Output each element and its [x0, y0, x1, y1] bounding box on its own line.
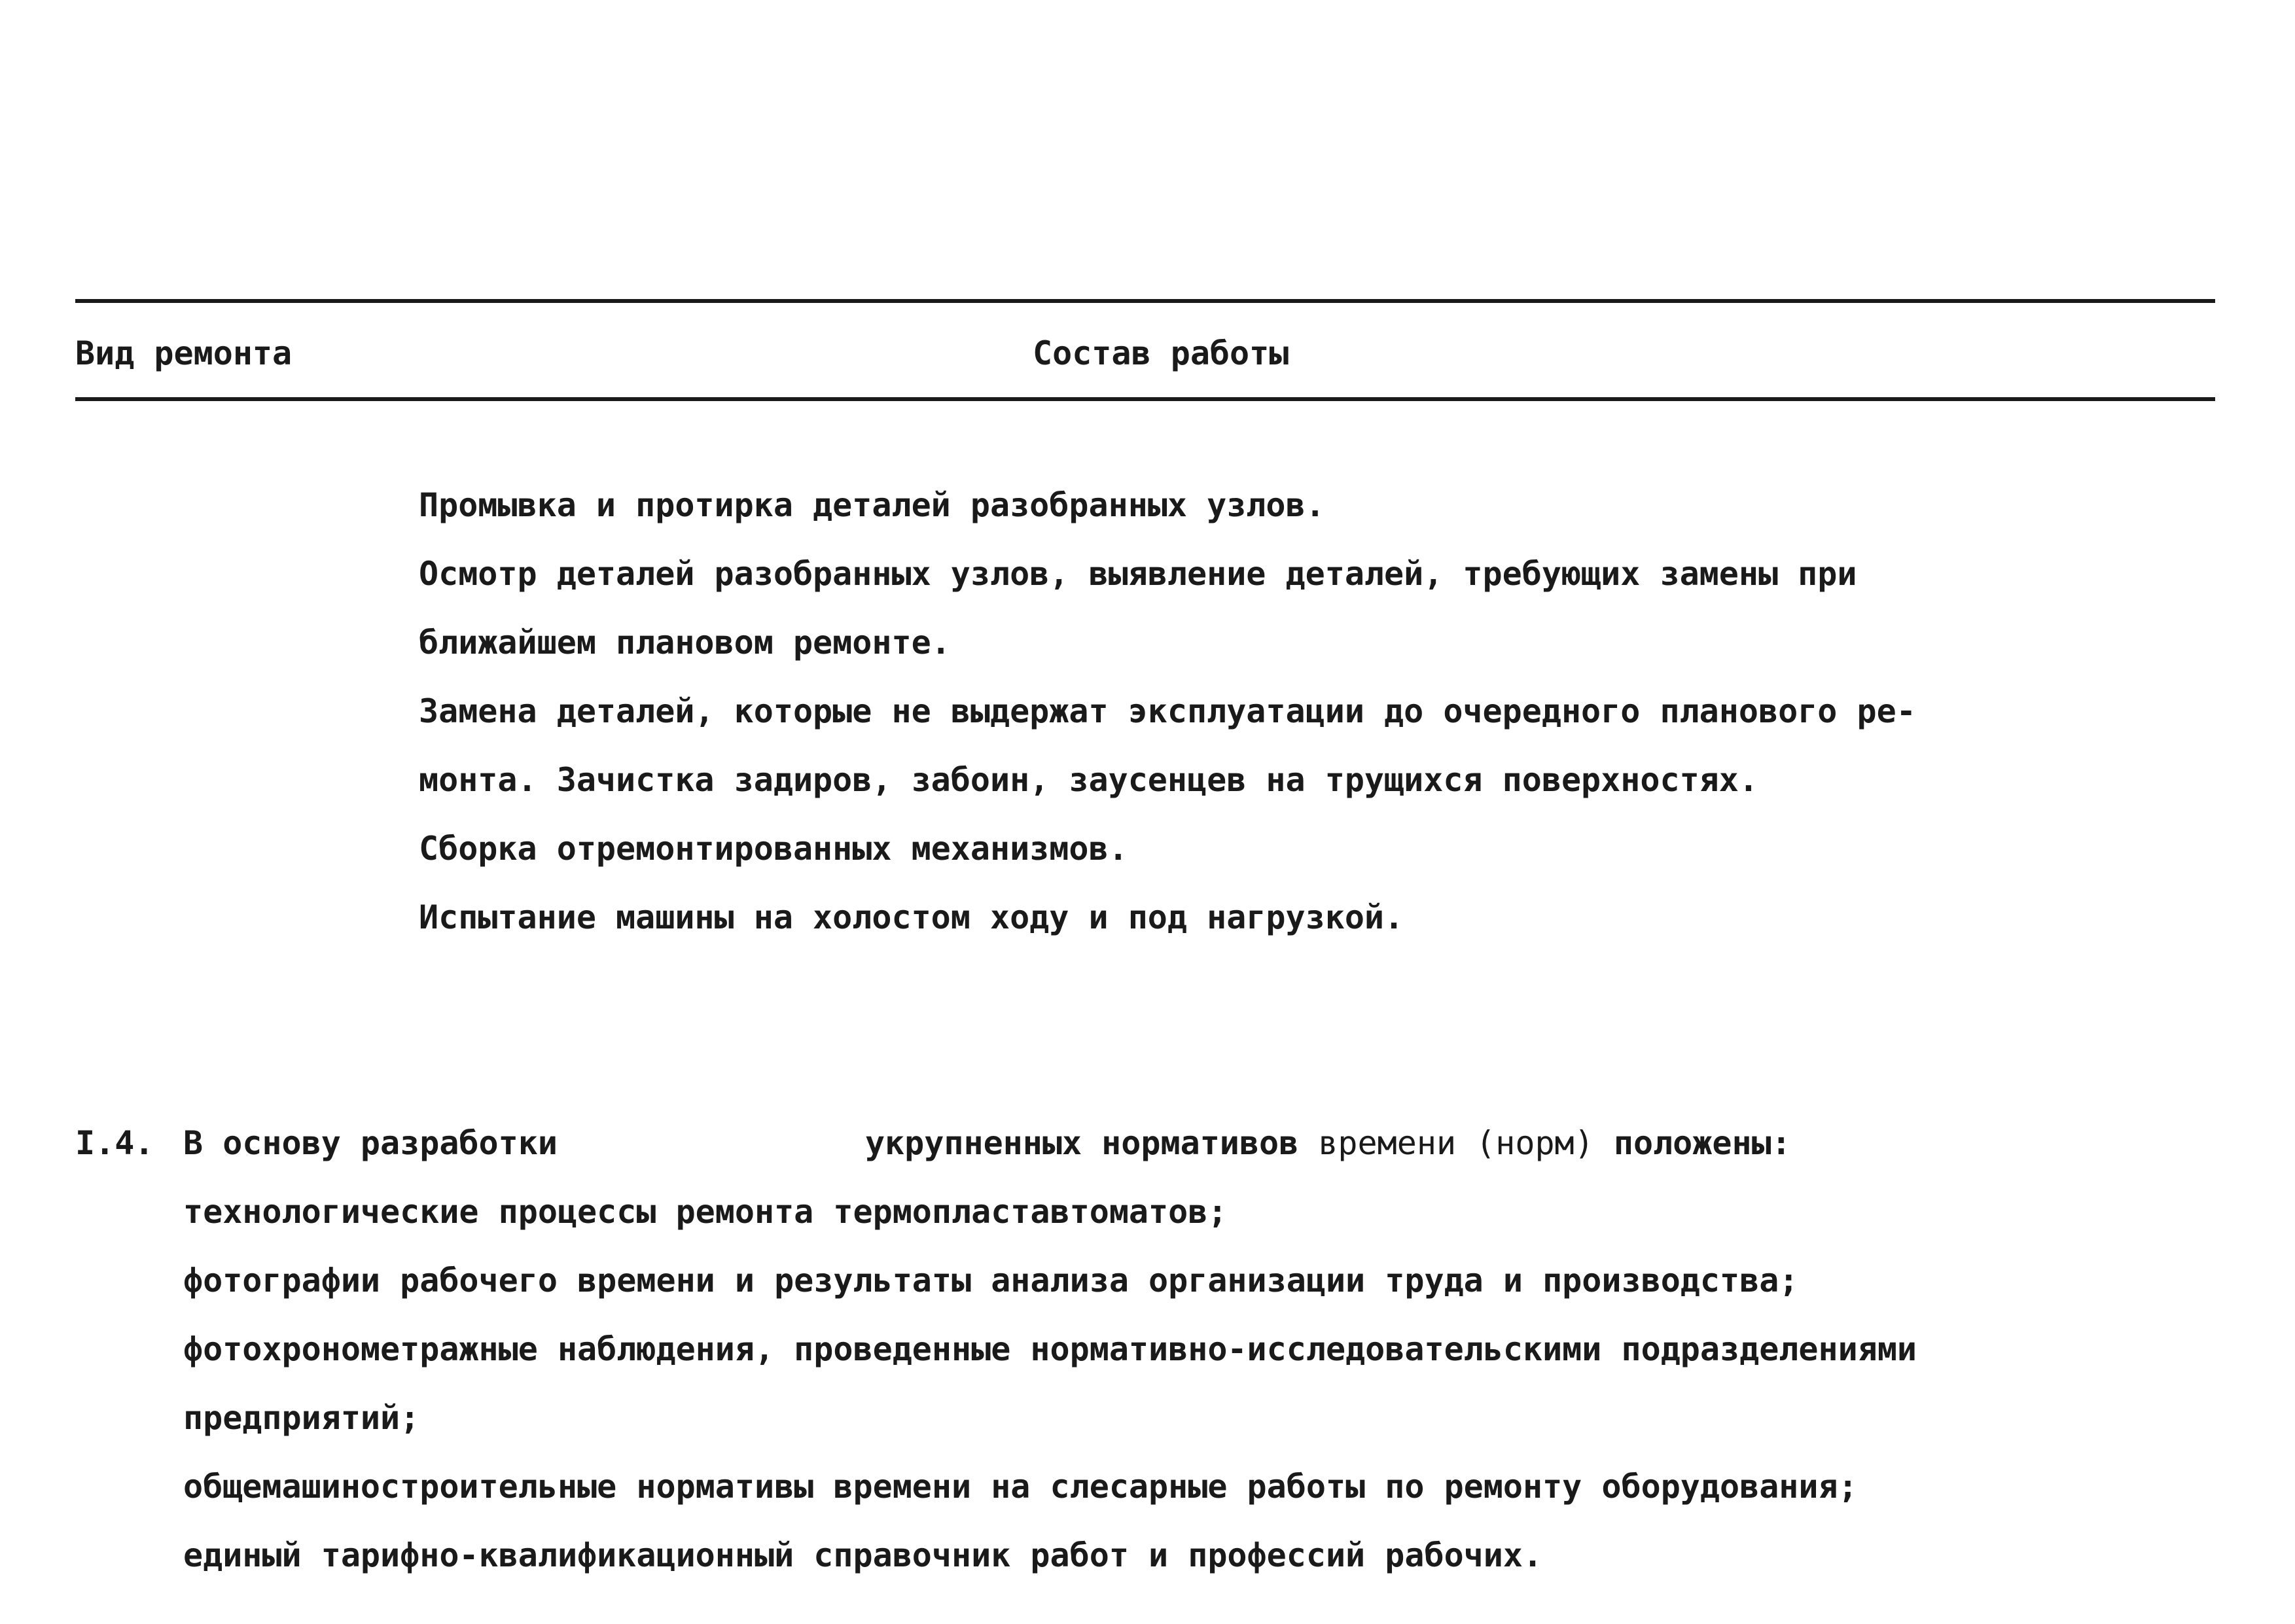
repair-step: Сборка отремонтированных механизмов.: [419, 830, 1128, 868]
section-title-part4: положены:: [1613, 1124, 1791, 1162]
repair-step: монта. Зачистка задиров, забоин, заусенцев на трущихся поверхностях.: [419, 761, 1758, 799]
section-title-part1: В основу разработки: [183, 1124, 558, 1162]
repair-step: Замена деталей, которые не выдержат эксплуатации до очередного планового ре-: [419, 692, 1916, 730]
section-heading: [75, 1109, 2169, 1178]
section-item: фотографии рабочего времени и результаты анализа организации труда и производства;: [183, 1262, 1799, 1299]
section-number: I.4.: [75, 1124, 154, 1162]
table-top-rule: [75, 299, 2215, 303]
section-title-part3: времени (норм): [1318, 1124, 1594, 1162]
repair-step: Промывка и протирка деталей разобранных узлов.: [419, 486, 1325, 524]
column-header-work-content: Состав работы: [1033, 334, 1289, 372]
section-1-4: [75, 1109, 2169, 1590]
repair-steps-list: [419, 471, 2055, 952]
section-item: предприятий;: [183, 1399, 420, 1437]
repair-step: ближайшем плановом ремонте.: [419, 624, 951, 662]
column-header-repair-type: Вид ремонта: [75, 334, 293, 372]
section-title-part2: укрупненных нормативов: [864, 1124, 1299, 1162]
repair-step: Испытание машины на холостом ходу и под нагрузкой.: [419, 898, 1404, 936]
section-items: [75, 1178, 2169, 1590]
section-item: единый тарифно-квалификационный справочник работ и профессий рабочих.: [183, 1536, 1543, 1574]
repair-step: Осмотр деталей разобранных узлов, выявление деталей, требующих замены при: [419, 555, 1857, 593]
table-header-rule: [75, 397, 2215, 401]
section-item: фотохронометражные наблюдения, проведенные нормативно-исследовательскими подразделениями: [183, 1330, 1917, 1368]
section-item: технологические процессы ремонта термопластавтоматов;: [183, 1193, 1228, 1231]
section-item: общемашиностроительные нормативы времени на слесарные работы по ремонту оборудования;: [183, 1468, 1858, 1506]
